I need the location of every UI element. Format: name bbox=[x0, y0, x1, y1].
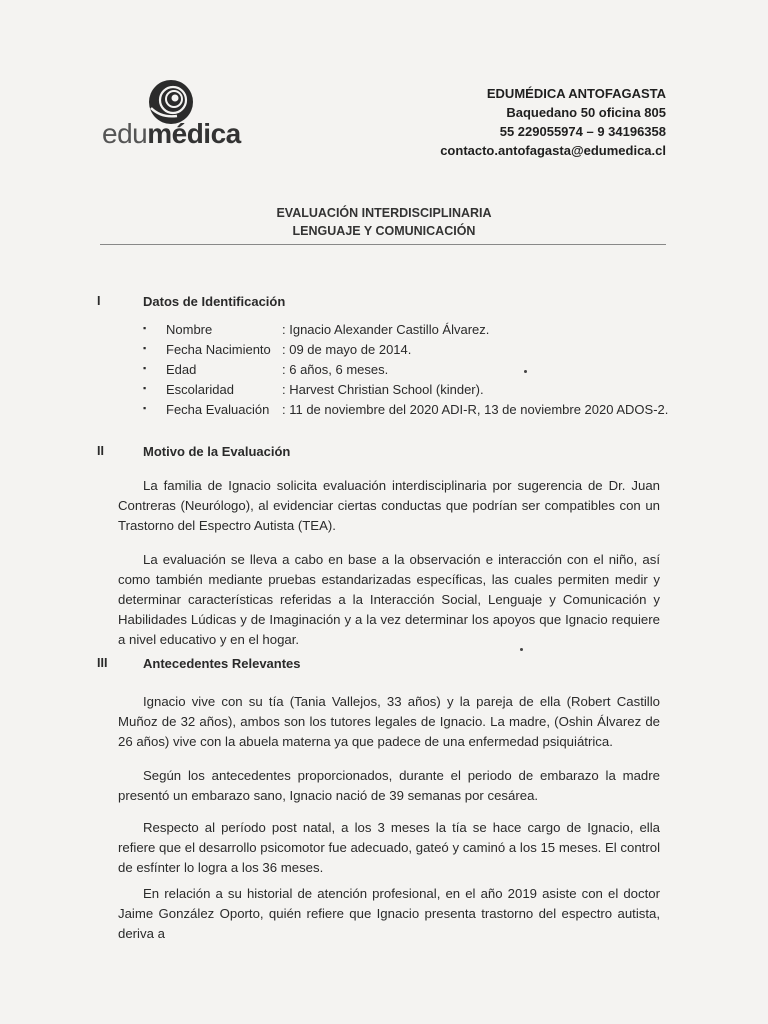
antecedentes-paragraph-2: Según los antecedentes proporcionados, durante el periodo de embarazo la madre presentó un embarazo sano, Ignacio nació de 39 semanas por cesárea. bbox=[118, 768, 660, 803]
id-label: Escolaridad bbox=[166, 382, 234, 397]
title-line-1: EVALUACIÓN INTERDISCIPLINARIA bbox=[276, 206, 492, 220]
section-2-number: II bbox=[97, 444, 104, 458]
contact-phone: 55 229055974 – 9 34196358 bbox=[499, 124, 666, 139]
id-row-edad bbox=[143, 362, 703, 382]
scan-speck bbox=[520, 648, 523, 651]
id-label: Edad bbox=[166, 362, 197, 377]
section-1-number: I bbox=[97, 294, 101, 308]
bullet: ▪ bbox=[143, 403, 147, 413]
edumedica-logo bbox=[102, 78, 252, 158]
motivo-paragraph-1: La familia de Ignacio solicita evaluación interdisciplinaria por sugerencia de Dr. Juan Contreras (Neurólogo), al evidenciar ciertas conductas que podrían ser compatibles con un Trastorno del Espectro Autista (TEA). bbox=[118, 478, 660, 533]
id-value: : 09 de mayo de 2014. bbox=[282, 342, 412, 357]
id-value: : 11 de noviembre del 2020 ADI-R, 13 de noviembre 2020 ADOS-2. bbox=[282, 402, 669, 417]
bullet: ▪ bbox=[143, 323, 147, 333]
id-value: : 6 años, 6 meses. bbox=[282, 362, 389, 377]
document-title bbox=[0, 204, 768, 240]
section-1-heading: Datos de Identificación bbox=[143, 294, 286, 309]
antecedentes-paragraph-4: En relación a su historial de atención profesional, en el año 2019 asiste con el doctor Jaime González Oporto, quién refiere que Ignacio presenta trastorno del espectro autista, deriva a bbox=[118, 886, 660, 941]
contact-email: contacto.antofagasta@edumedica.cl bbox=[440, 143, 666, 158]
id-row-fecha-nacimiento bbox=[143, 342, 703, 362]
title-line-2: LENGUAJE Y COMUNICACIÓN bbox=[292, 224, 476, 238]
logo-text-light: edu bbox=[102, 118, 148, 149]
logo-text-bold: médica bbox=[147, 118, 241, 149]
id-value: : Ignacio Alexander Castillo Álvarez. bbox=[282, 322, 490, 337]
motivo-paragraph-2: La evaluación se lleva a cabo en base a la observación e interacción con el niño, así como también mediante pruebas estandarizadas específicas, las cuales permiten medir y determinar características referidas a la Interacción Social, Lenguaje y Comunicación y Habilidades Lúdicas y de Imaginación y a la vez determinar los apoyos que Ignacio requiere a nivel educativo y en el hogar. bbox=[118, 552, 660, 647]
contact-block bbox=[440, 84, 666, 160]
contact-name: EDUMÉDICA ANTOFAGASTA bbox=[486, 86, 666, 101]
contact-address: Baquedano 50 oficina 805 bbox=[506, 105, 666, 120]
id-row-fecha-evaluacion bbox=[143, 402, 703, 422]
bullet: ▪ bbox=[143, 343, 147, 353]
id-row-escolaridad bbox=[143, 382, 703, 402]
section-3-number: III bbox=[97, 656, 108, 670]
identification-list bbox=[143, 322, 703, 422]
section-3-heading: Antecedentes Relevantes bbox=[143, 656, 301, 671]
bullet: ▪ bbox=[143, 363, 147, 373]
bullet: ▪ bbox=[143, 383, 147, 393]
antecedentes-paragraph-3: Respecto al período post natal, a los 3 meses la tía se hace cargo de Ignacio, ella refiere que el desarrollo psicomotor fue adecuado, gateó y caminó a los 15 meses. El control de esfínter lo logra a los 36 meses. bbox=[118, 820, 660, 875]
id-label: Fecha Evaluación bbox=[166, 402, 270, 417]
id-label: Fecha Nacimiento bbox=[166, 342, 271, 357]
id-row-nombre bbox=[143, 322, 703, 342]
id-label: Nombre bbox=[166, 322, 213, 337]
section-2-heading: Motivo de la Evaluación bbox=[143, 444, 291, 459]
logo-wordmark bbox=[102, 118, 241, 150]
scan-speck bbox=[524, 370, 527, 373]
id-value: : Harvest Christian School (kinder). bbox=[282, 382, 484, 397]
title-divider bbox=[100, 244, 666, 245]
antecedentes-paragraph-1: Ignacio vive con su tía (Tania Vallejos, 33 años) y la pareja de ella (Robert Castillo Muñoz de 32 años), ambos son los tutores legales de Ignacio. La madre, (Oshin Álvarez de 26 años) vive con la abuela materna ya que padece de una enfermedad psiquiátrica. bbox=[118, 694, 660, 749]
